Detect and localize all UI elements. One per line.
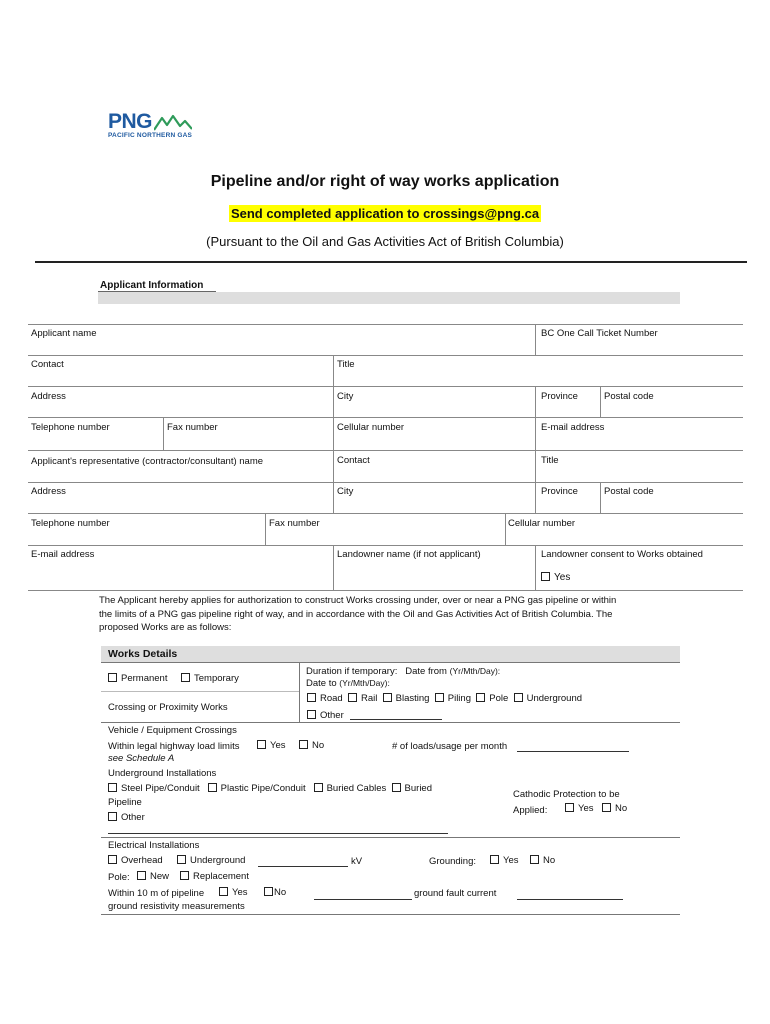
- electrical-label: Electrical Installations: [108, 840, 200, 851]
- cathodic-yes[interactable]: Yes: [565, 803, 594, 814]
- header-divider: [35, 261, 747, 263]
- checkbox-icon[interactable]: [137, 871, 146, 880]
- other2-input[interactable]: [108, 823, 448, 834]
- city-field[interactable]: City: [337, 391, 354, 402]
- rep-title-field[interactable]: Title: [541, 455, 559, 466]
- ground-fault-value-input[interactable]: [517, 889, 623, 900]
- checkbox-icon[interactable]: [530, 855, 539, 864]
- checkbox-icon[interactable]: [541, 572, 550, 581]
- email-field[interactable]: E-mail address: [541, 422, 605, 433]
- rep-email-field[interactable]: E-mail address: [31, 549, 95, 560]
- within10-no[interactable]: No: [264, 887, 286, 898]
- rep-telephone-field[interactable]: Telephone number: [31, 518, 110, 529]
- cathodic-no[interactable]: No: [602, 803, 627, 814]
- province-field[interactable]: Province: [541, 391, 578, 402]
- replacement-option[interactable]: Replacement: [180, 871, 249, 882]
- page-title: Pipeline and/or right of way works application: [210, 173, 560, 190]
- pursuant-note: (Pursuant to the Oil and Gas Activities Act of British Columbia): [206, 234, 564, 249]
- checkbox-icon[interactable]: [108, 812, 117, 821]
- new-option[interactable]: New: [137, 871, 169, 882]
- crossing-options: [307, 693, 582, 704]
- within10-label: Within 10 m of pipeline: [108, 888, 205, 899]
- other-option[interactable]: Other: [307, 709, 442, 721]
- crossing-label: Crossing or Proximity Works: [108, 702, 228, 713]
- underground2-option[interactable]: Underground: [177, 855, 245, 866]
- mountain-icon: [154, 114, 192, 132]
- buried-option[interactable]: Buried: [392, 783, 432, 794]
- landowner-field[interactable]: Landowner name (if not applicant): [337, 549, 481, 560]
- checkbox-icon[interactable]: [108, 673, 117, 682]
- ground-fault-label: ground fault current: [414, 888, 497, 899]
- within-legal-no[interactable]: No: [299, 740, 324, 751]
- checkbox-icon[interactable]: [108, 783, 117, 792]
- within-legal-yes[interactable]: Yes: [257, 740, 286, 751]
- grounding-yes[interactable]: Yes: [490, 855, 519, 866]
- checkbox-icon[interactable]: [392, 783, 401, 792]
- rep-province-field[interactable]: Province: [541, 486, 578, 497]
- works-heading: Works Details: [108, 648, 178, 660]
- checkbox-icon[interactable]: [208, 783, 217, 792]
- checkbox-icon[interactable]: [299, 740, 308, 749]
- logo: [108, 110, 192, 139]
- landowner-consent-label: Landowner consent to Works obtained: [541, 549, 703, 560]
- checkbox-icon[interactable]: [565, 803, 574, 812]
- cables-option[interactable]: Buried Cables: [314, 783, 387, 794]
- checkbox-icon[interactable]: [602, 803, 611, 812]
- vehicle-label: Vehicle / Equipment Crossings: [108, 725, 237, 736]
- within-legal-label: Within legal highway load limits: [108, 741, 240, 752]
- kv-input[interactable]: [258, 856, 348, 867]
- rep-city-field[interactable]: City: [337, 486, 354, 497]
- applied-label: Applied:: [513, 805, 548, 816]
- checkbox-icon[interactable]: [314, 783, 323, 792]
- address-field[interactable]: Address: [31, 391, 66, 402]
- checkbox-icon[interactable]: [514, 693, 523, 702]
- rep-cellular-field[interactable]: Cellular number: [508, 518, 576, 529]
- rep-postal-field[interactable]: Postal code: [604, 486, 654, 497]
- checkbox-icon[interactable]: [108, 855, 117, 864]
- checkbox-icon[interactable]: [257, 740, 266, 749]
- resistivity-label: ground resistivity measurements: [108, 901, 245, 912]
- pipeline-label: Pipeline: [108, 797, 142, 808]
- logo-name: PNG: [108, 110, 153, 133]
- underground-installations-label: Underground Installations: [108, 768, 217, 779]
- road-option[interactable]: Road: [307, 693, 343, 704]
- rep-address-field[interactable]: Address: [31, 486, 66, 497]
- contact-field[interactable]: Contact: [31, 359, 64, 370]
- fax-field[interactable]: Fax number: [167, 422, 218, 433]
- plastic-option[interactable]: Plastic Pipe/Conduit: [208, 783, 306, 794]
- kv-label: kV: [351, 856, 363, 867]
- permanent-option[interactable]: Permanent: [108, 673, 167, 684]
- duration-label: Duration if temporary: Date from (Yr/Mth/Day):: [306, 666, 501, 677]
- checkbox-icon[interactable]: [348, 693, 357, 702]
- grounding-label: Grounding:: [429, 856, 477, 867]
- within10-yes[interactable]: Yes: [219, 887, 248, 898]
- applicant-name-field[interactable]: Applicant name: [31, 328, 97, 339]
- underground-options: [108, 783, 432, 794]
- applicant-section-bar: [98, 292, 680, 304]
- checkbox-icon[interactable]: [177, 855, 186, 864]
- pole-option[interactable]: Pole: [476, 693, 508, 704]
- checkbox-icon[interactable]: [219, 887, 228, 896]
- overhead-option[interactable]: Overhead: [108, 855, 163, 866]
- loads-input[interactable]: [517, 741, 629, 752]
- underground-option[interactable]: Underground: [514, 693, 582, 704]
- rail-option[interactable]: Rail: [348, 693, 377, 704]
- checkbox-icon[interactable]: [181, 673, 190, 682]
- postal-code-field[interactable]: Postal code: [604, 391, 654, 402]
- temporary-option[interactable]: Temporary: [181, 673, 239, 684]
- checkbox-icon[interactable]: [476, 693, 485, 702]
- blasting-option[interactable]: Blasting: [383, 693, 430, 704]
- grounding-no[interactable]: No: [530, 855, 555, 866]
- see-schedule-note: see Schedule A: [108, 753, 175, 764]
- works-section-bar: [101, 646, 680, 662]
- other-input[interactable]: [350, 709, 442, 720]
- landowner-consent-yes[interactable]: Yes: [541, 572, 570, 583]
- rep-fax-field[interactable]: Fax number: [269, 518, 320, 529]
- rep-contact-field[interactable]: Contact: [337, 455, 370, 466]
- ground-fault-input[interactable]: [314, 889, 412, 900]
- checkbox-icon[interactable]: [383, 693, 392, 702]
- checkbox-icon[interactable]: [307, 693, 316, 702]
- title-field[interactable]: Title: [337, 359, 355, 370]
- checkbox-icon[interactable]: [307, 710, 316, 719]
- cellular-field[interactable]: Cellular number: [337, 422, 405, 433]
- piling-option[interactable]: Piling: [435, 693, 471, 704]
- date-to-label: Date to (Yr/Mth/Day):: [306, 678, 390, 689]
- loads-label: # of loads/usage per month: [392, 741, 508, 752]
- logo-subtitle: PACIFIC NORTHERN GAS: [108, 132, 193, 139]
- pole-label: Pole:: [108, 872, 130, 883]
- send-instructions: Send completed application to crossings@png.ca: [230, 206, 540, 221]
- bc-one-call-field[interactable]: BC One Call Ticket Number: [541, 328, 658, 339]
- applicant-heading: Applicant Information: [100, 280, 204, 291]
- cathodic-label: Cathodic Protection to be: [513, 789, 620, 800]
- rep-name-field[interactable]: Applicant's representative (contractor/consultant) name: [31, 456, 264, 467]
- checkbox-icon[interactable]: [180, 871, 189, 880]
- checkbox-icon[interactable]: [490, 855, 499, 864]
- checkbox-icon[interactable]: [435, 693, 444, 702]
- checkbox-icon[interactable]: [264, 887, 273, 896]
- telephone-field[interactable]: Telephone number: [31, 422, 110, 433]
- steel-option[interactable]: Steel Pipe/Conduit: [108, 783, 200, 794]
- other2-option[interactable]: Other: [108, 812, 145, 823]
- statement-text: The Applicant hereby applies for authorization to construct Works crossing under, over or near a PNG gas pipeline or within the limits of a PNG gas pipeline right of way, and in accordance with the Oil and Gas Activities Act of British Columbia. The proposed Works are as follows:: [99, 595, 617, 633]
